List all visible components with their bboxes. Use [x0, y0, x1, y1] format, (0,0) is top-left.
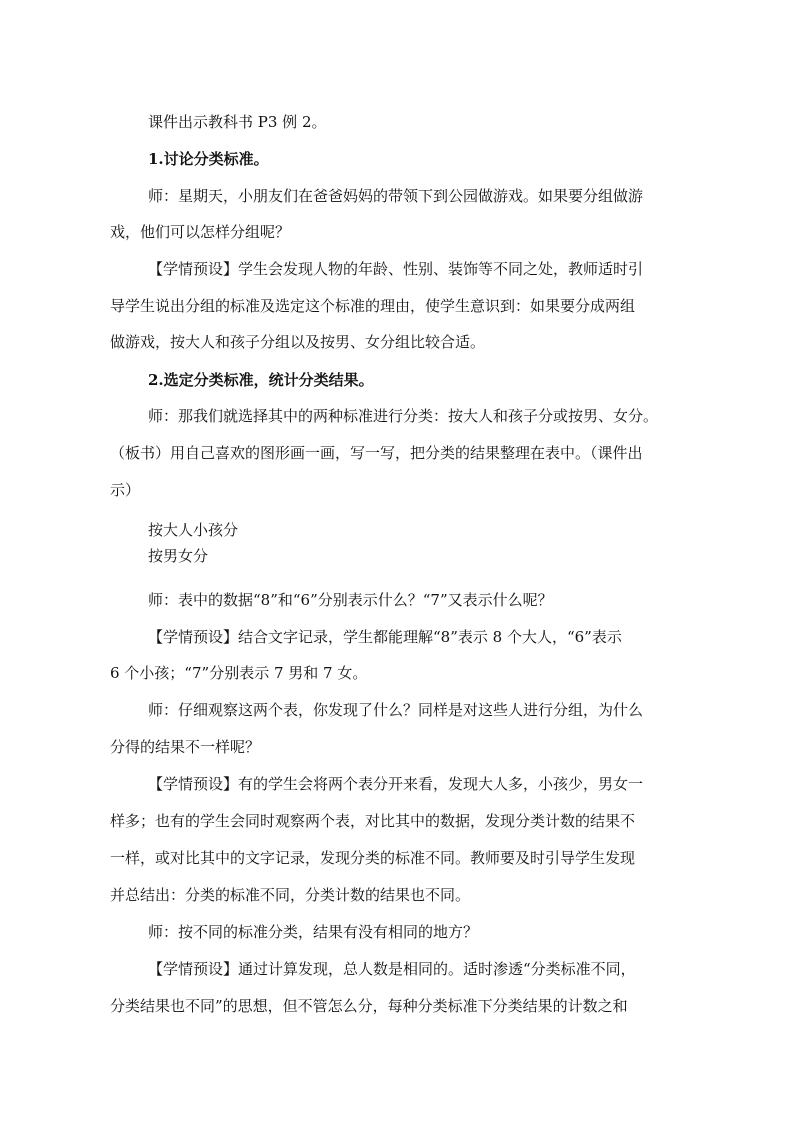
table-caption: 按男女分 [148, 547, 209, 565]
paragraph-line: 师：表中的数据“8”和“6”分别表示什么？“7”又表示什么呢？ [148, 591, 553, 609]
section-heading: 2.选定分类标准，统计分类结果。 [148, 371, 374, 389]
paragraph-line: 示） [110, 481, 141, 499]
paragraph-line: 师：星期天，小朋友们在爸爸妈妈的带领下到公园做游戏。如果要分组做游 [148, 187, 644, 205]
paragraph-line: 戏，他们可以怎样分组呢？ [110, 223, 291, 241]
paragraph-line: 【学情预设】有的学生会将两个表分开来看，发现大人多，小孩少，男女一 [148, 775, 644, 793]
paragraph-line: 师：那我们就选择其中的两种标准进行分类：按大人和孩子分或按男、女分。 [148, 407, 659, 425]
paragraph-line: 并总结出：分类的标准不同，分类计数的结果也不同。 [110, 886, 471, 904]
table-caption: 按大人小孩分 [148, 521, 239, 539]
paragraph-line: 课件出示教科书 P3 例 2。 [148, 113, 327, 131]
paragraph-line: 导学生说出分组的标准及选定这个标准的理由，使学生意识到：如果要分成两组 [110, 297, 636, 315]
paragraph-line: 分得的结果不一样呢？ [110, 738, 261, 756]
paragraph-line: 师：按不同的标准分类，结果有没有相同的地方？ [148, 923, 479, 941]
paragraph-line: 做游戏，按大人和孩子分组以及按男、女分组比较合适。 [110, 333, 486, 351]
paragraph-line: 【学情预设】学生会发现人物的年龄、性别、装饰等不同之处，教师适时引 [148, 260, 644, 278]
paragraph-line: （板书）用自己喜欢的图形画一画，写一写，把分类的结果整理在表中。（课件出 [110, 444, 643, 462]
paragraph-line: 一样，或对比其中的文字记录，发现分类的标准不同。教师要及时引导学生发现 [110, 849, 636, 867]
paragraph-line: 6 个小孩；“7”分别表示 7 男和 7 女。 [110, 664, 368, 682]
section-heading: 1.讨论分类标准。 [148, 150, 269, 168]
paragraph-line: 师：仔细观察这两个表，你发现了什么？同样是对这些人进行分组，为什么 [148, 701, 644, 719]
paragraph-line: 【学情预设】结合文字记录，学生都能理解“8”表示 8 个大人，“6”表示 [148, 628, 622, 646]
paragraph-line: 【学情预设】通过计算发现，总人数是相同的。适时渗透“分类标准不同， [148, 960, 636, 978]
paragraph-line: 样多；也有的学生会同时观察两个表，对比其中的数据，发现分类计数的结果不 [110, 812, 636, 830]
paragraph-line: 分类结果也不同”的思想，但不管怎么分，每种分类标准下分类结果的计数之和 [110, 997, 628, 1015]
